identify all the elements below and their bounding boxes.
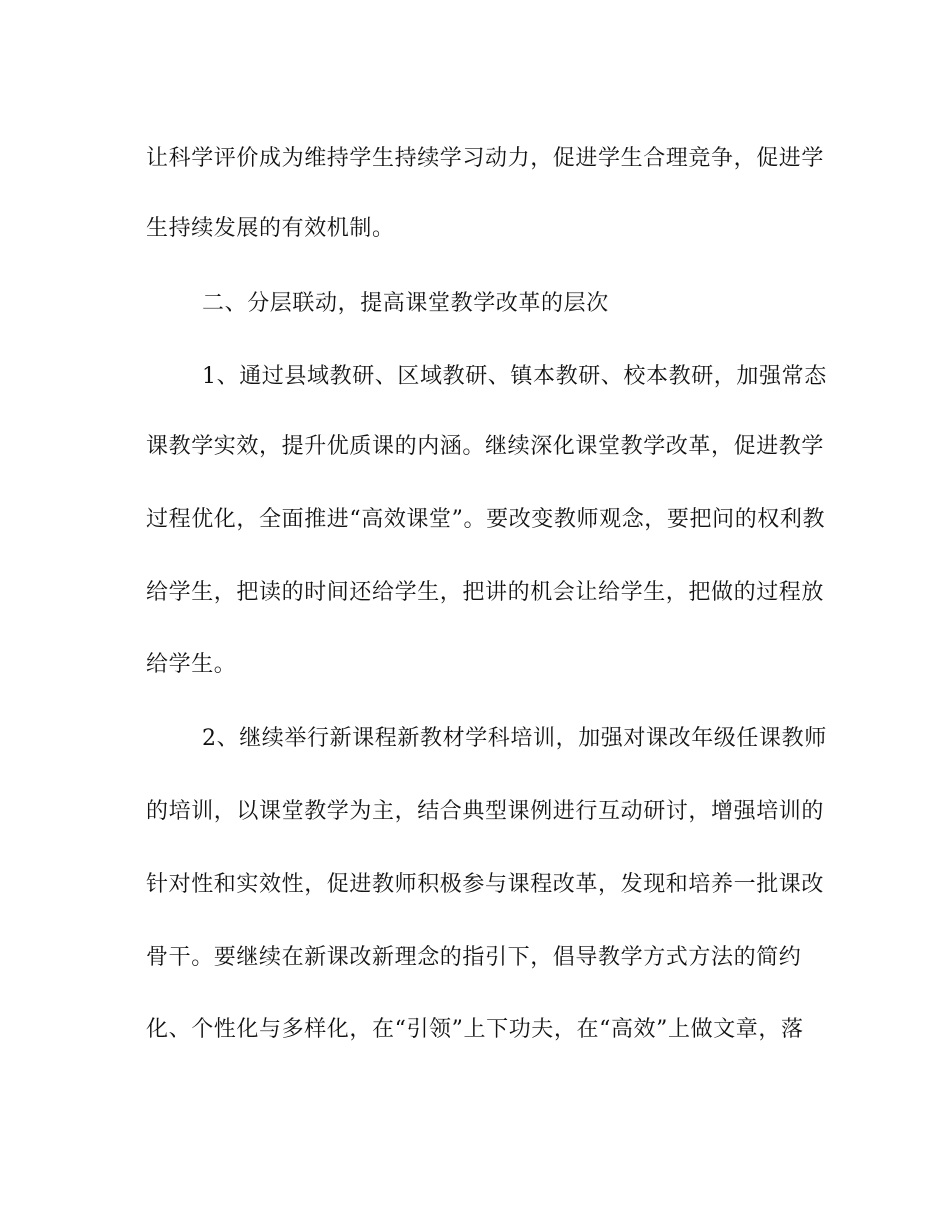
text-line-2: 生持续发展的有效机制。 [146, 216, 395, 241]
text-line-4: 1、通过县域教研、区域教研、镇本教研、校本教研，加强常态 [202, 364, 827, 389]
text-line-10: 的培训，以课堂教学为主，结合典型课例进行互动研讨，增强培训的 [146, 799, 825, 824]
text-line-1: 让科学评价成为维持学生持续学习动力，促进学生合理竞争，促进学 [146, 146, 825, 171]
text-line-8: 给学生。 [146, 652, 237, 677]
text-line-13: 化、个性化与多样化，在“引领”上下功夫，在“高效”上做文章，落 [146, 1017, 804, 1042]
text-line-9: 2、继续举行新课程新教材学科培训，加强对课改年级任课教师 [202, 726, 827, 751]
text-line-7: 给学生，把读的时间还给学生，把讲的机会让给学生，把做的过程放 [146, 580, 825, 605]
text-line-12: 骨干。要继续在新课改新理念的指引下，倡导教学方式方法的简约 [146, 945, 802, 970]
section-heading: 二、分层联动，提高课堂教学改革的层次 [202, 291, 609, 316]
text-line-5: 课教学实效，提升优质课的内涵。继续深化课堂教学改革，促进教学 [146, 434, 825, 459]
text-line-11: 针对性和实效性，促进教师积极参与课程改革，发现和培养一批课改 [146, 872, 825, 897]
text-line-6: 过程优化，全面推进“高效课堂”。要改变教师观念，要把问的权利教 [146, 507, 826, 532]
